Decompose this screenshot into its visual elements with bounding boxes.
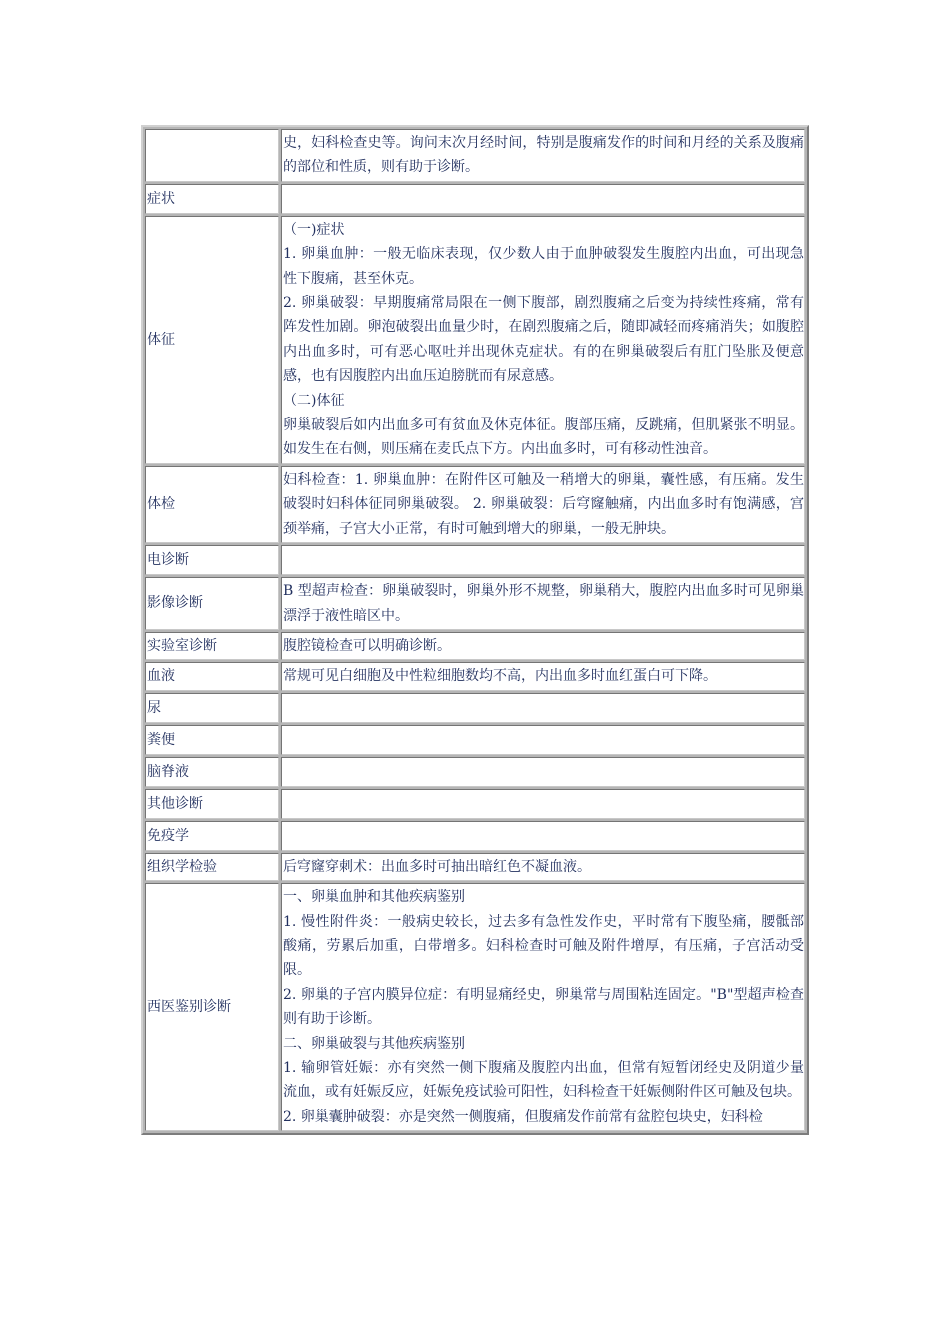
table-row [145, 757, 805, 787]
content-paragraph: 后穹窿穿刺术：出血多时可抽出暗红色不凝血液。 [283, 858, 591, 875]
row-label [145, 129, 279, 182]
table-row [145, 129, 805, 182]
row-content [281, 184, 805, 214]
content-paragraph: 二、卵巢破裂与其他疾病鉴别 [283, 1035, 465, 1052]
row-label: 尿 [145, 693, 279, 723]
document-page [141, 125, 809, 1135]
row-content [281, 216, 805, 464]
table-row [145, 216, 805, 464]
row-content [281, 853, 805, 881]
row-label: 组织学检验 [145, 853, 279, 881]
content-paragraph: 史，妇科检查史等。询问末次月经时间，特别是腹痛发作的时间和月经的关系及腹痛的部位和性质，则有助于诊断。 [283, 135, 804, 176]
row-label: 影像诊断 [145, 577, 279, 630]
row-content [281, 821, 805, 851]
row-label: 体检 [145, 466, 279, 543]
row-content [281, 883, 805, 1131]
content-paragraph: 妇科检查：1. 卵巢血肿：在附件区可触及一稍增大的卵巢，囊性感，有压痛。发生破裂时妇科体征同卵巢破裂。 2. 卵巢破裂：后穹窿触痛，内出血多时有饱满感，宫颈举痛，子宫大小正常，有时可触到增大的卵巢，一般无肿块。 [283, 471, 804, 537]
table-row [145, 821, 805, 851]
content-paragraph: 1. 慢性附件炎：一般病史较长，过去多有急性发作史，平时常有下腹坠痛，腰骶部酸痛，劳累后加重，白带增多。妇科检查时可触及附件增厚，有压痛，子宫活动受限。 [283, 913, 804, 979]
content-paragraph: 卵巢破裂后如内出血多可有贫血及休克体征。腹部压痛，反跳痛，但肌紧张不明显。如发生在右侧，则压痛在麦氏点下方。内出血多时，可有移动性浊音。 [283, 417, 804, 458]
content-paragraph: 1. 输卵管妊娠：亦有突然一侧下腹痛及腹腔内出血，但常有短暂闭经史及阴道少量流血，或有妊娠反应，妊娠免疫试验可阳性，妇科检查干妊娠侧附件区可触及包块。 [283, 1059, 804, 1101]
diagnosis-table [141, 125, 809, 1135]
row-label: 血液 [145, 662, 279, 690]
content-paragraph: B 型超声检查：卵巢破裂时，卵巢外形不规整，卵巢稍大，腹腔内出血多时可见卵巢漂浮于液性暗区中。 [283, 583, 804, 624]
row-content [281, 789, 805, 819]
content-paragraph: （二)体征 [283, 392, 345, 409]
row-label: 脑脊液 [145, 757, 279, 787]
table-row [145, 789, 805, 819]
table-row [145, 853, 805, 881]
table-row [145, 693, 805, 723]
table-row [145, 184, 805, 214]
content-paragraph: 常规可见白细胞及中性粒细胞数均不高，内出血多时血红蛋白可下降。 [283, 668, 717, 685]
row-label: 免疫学 [145, 821, 279, 851]
table-row [145, 662, 805, 690]
row-label: 体征 [145, 216, 279, 464]
table-row [145, 466, 805, 543]
row-label: 其他诊断 [145, 789, 279, 819]
row-content [281, 632, 805, 660]
row-label: 症状 [145, 184, 279, 214]
row-content [281, 577, 805, 630]
table-row [145, 883, 805, 1131]
table-body [145, 129, 805, 1131]
table-row [145, 725, 805, 755]
content-paragraph: 2. 卵巢的子宫内膜异位症：有明显痛经史，卵巢常与周围粘连固定。"B"型超声检查则有助于诊断。 [283, 986, 804, 1028]
row-label: 电诊断 [145, 545, 279, 575]
row-label: 粪便 [145, 725, 279, 755]
content-paragraph: 1. 卵巢血肿：一般无临床表现，仅少数人由于血肿破裂发生腹腔内出血，可出现急性下腹痛，甚至休克。 [283, 246, 804, 287]
content-paragraph: 腹腔镜检查可以明确诊断。 [283, 637, 451, 654]
row-content [281, 129, 805, 182]
content-paragraph: （一)症状 [283, 221, 345, 238]
row-label: 实验室诊断 [145, 632, 279, 660]
row-content [281, 757, 805, 787]
table-row [145, 545, 805, 575]
row-content [281, 466, 805, 543]
content-paragraph: 2. 卵巢囊肿破裂：亦是突然一侧腹痛，但腹痛发作前常有盆腔包块史，妇科检 [283, 1108, 763, 1125]
table-row [145, 577, 805, 630]
row-label: 西医鉴别诊断 [145, 883, 279, 1131]
row-content [281, 662, 805, 690]
row-content [281, 725, 805, 755]
content-paragraph: 2. 卵巢破裂：早期腹痛常局限在一侧下腹部，剧烈腹痛之后变为持续性疼痛，常有阵发性加剧。卵泡破裂出血量少时，在剧烈腹痛之后，随即减轻而疼痛消失；如腹腔内出血多时，可有恶心呕吐并出现休克症状。有的在卵巢破裂后有肛门坠胀及便意感，也有因腹腔内出血压迫膀胱而有尿意感。 [283, 295, 804, 385]
row-content [281, 545, 805, 575]
table-row [145, 632, 805, 660]
row-content [281, 693, 805, 723]
content-paragraph: 一、卵巢血肿和其他疾病鉴别 [283, 889, 465, 906]
